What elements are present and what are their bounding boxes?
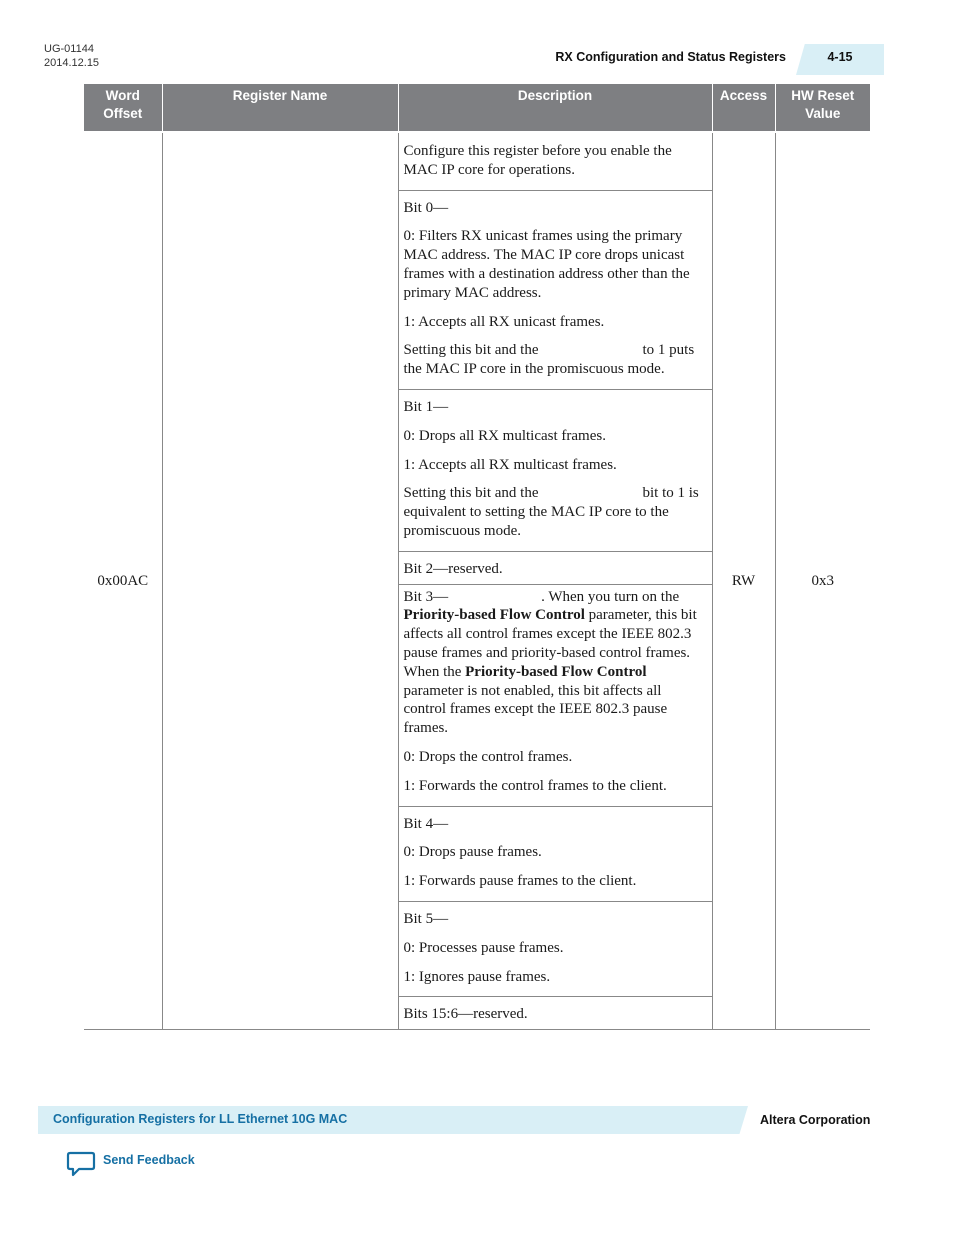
bit0-value1: 1: Accepts all RX unicast frames. bbox=[403, 313, 605, 330]
description-cell bbox=[398, 132, 712, 1030]
bit5-value1: 1: Ignores pause frames. bbox=[403, 968, 551, 985]
word-offset-cell: 0x00AC bbox=[84, 132, 162, 1030]
bit4-value1: 1: Forwards pause frames to the client. bbox=[403, 873, 637, 890]
col-header-access: Access bbox=[712, 84, 775, 132]
desc-bits15-6 bbox=[399, 997, 712, 1029]
intro-text: Configure this register before you enable the MAC IP core for operations. bbox=[403, 143, 672, 178]
bit3-body: Bit 3— . When you turn on the Priority-based Flow Control parameter, this bit affects all control frames except the IEEE 802.3 pause frames and priority-based control frames. When the Priority-based Flow Control parameter is not enabled, this bit affects all control frames except the IEEE 802.3 pause frames. bbox=[403, 588, 697, 737]
hw-reset-cell: 0x3 bbox=[775, 132, 870, 1030]
bit5-value0: 0: Processes pause frames. bbox=[403, 939, 564, 956]
bit0-value0: 0: Filters RX unicast frames using the primary MAC address. The MAC IP core drops unicast frames with a destination address other than the primary MAC address. bbox=[403, 228, 690, 301]
bit1-value0: 0: Drops all RX multicast frames. bbox=[403, 427, 606, 444]
col-header-hw-reset: HW Reset Value bbox=[775, 84, 870, 132]
bit0-note: Setting this bit and the to 1 puts the MAC IP core in the promiscuous mode. bbox=[403, 342, 695, 378]
desc-bit4 bbox=[399, 807, 712, 902]
register-name-cell bbox=[162, 132, 398, 1030]
speech-bubble-icon[interactable] bbox=[66, 1150, 96, 1178]
bit1-note: Setting this bit and the bit to 1 is equivalent to setting the MAC IP core to the promiscuous mode. bbox=[403, 485, 699, 539]
desc-bit5 bbox=[399, 902, 712, 997]
register-table bbox=[84, 84, 870, 1030]
table-header-row bbox=[84, 84, 870, 132]
bit1-title: Bit 1— bbox=[403, 398, 449, 415]
send-feedback-link[interactable]: Send Feedback bbox=[103, 1153, 195, 1167]
doc-id: UG-01144 bbox=[44, 43, 94, 55]
bit4-title: Bit 4— bbox=[403, 815, 449, 832]
desc-bit3 bbox=[399, 585, 712, 807]
desc-bit1 bbox=[399, 390, 712, 552]
bit0-title: Bit 0— bbox=[403, 199, 449, 216]
doc-meta bbox=[44, 42, 99, 70]
table-row bbox=[84, 132, 870, 1030]
footer-company: Altera Corporation bbox=[760, 1113, 871, 1127]
bit5-title: Bit 5— bbox=[403, 910, 449, 927]
col-header-description: Description bbox=[398, 84, 712, 132]
desc-intro bbox=[399, 133, 712, 191]
desc-bit2 bbox=[399, 552, 712, 585]
bits15-6-title: Bits 15:6—reserved. bbox=[403, 1006, 528, 1023]
footer-chapter-link[interactable]: Configuration Registers for LL Ethernet 10G MAC bbox=[53, 1112, 348, 1126]
access-cell: RW bbox=[712, 132, 775, 1030]
bit4-value0: 0: Drops pause frames. bbox=[403, 844, 542, 861]
col-header-register-name: Register Name bbox=[162, 84, 398, 132]
doc-date: 2014.12.15 bbox=[44, 57, 100, 69]
bit3-value0: 0: Drops the control frames. bbox=[403, 748, 573, 765]
bit2-title: Bit 2—reserved. bbox=[403, 560, 503, 577]
page-number: 4-15 bbox=[827, 50, 853, 64]
section-title: RX Configuration and Status Registers bbox=[555, 50, 786, 64]
bit3-value1: 1: Forwards the control frames to the client. bbox=[403, 777, 667, 794]
desc-bit0 bbox=[399, 191, 712, 390]
bit1-value1: 1: Accepts all RX multicast frames. bbox=[403, 456, 617, 473]
col-header-word-offset: Word Offset bbox=[84, 84, 162, 132]
